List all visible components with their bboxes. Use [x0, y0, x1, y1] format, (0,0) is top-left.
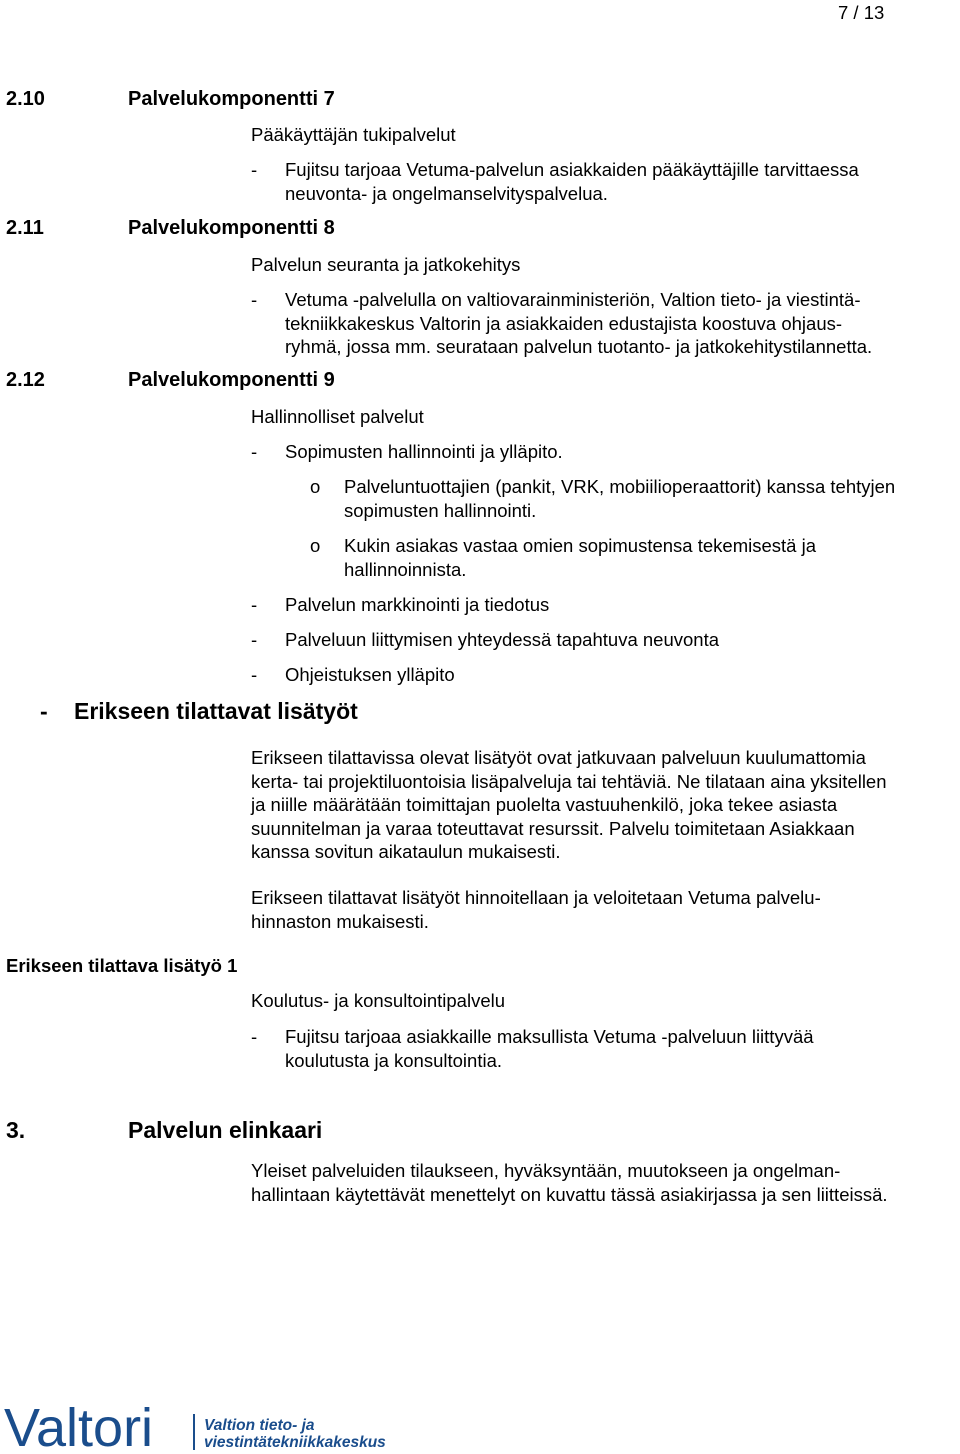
dash-bullet: -: [251, 629, 258, 650]
dash-bullet: -: [251, 594, 258, 615]
list-item: Sopimusten hallinnointi ja ylläpito.: [285, 441, 563, 462]
dash-bullet: -: [251, 441, 258, 462]
section-title: Palvelukomponentti 9: [128, 369, 335, 391]
section-title: Palvelukomponentti 7: [128, 88, 335, 110]
paragraph: Erikseen tilattavat lisätyöt hinnoitellaan ja veloitetaan Vetuma palvelu- hinnaston mukaisesti.: [251, 887, 821, 932]
list-item: Fujitsu tarjoaa Vetuma-palvelun asiakkaiden pääkäyttäjille tarvittaessa neuvonta- ja ongelmanselvityspalvelua.: [285, 159, 859, 204]
subsection-title: Palvelun seuranta ja jatkokehitys: [251, 254, 521, 275]
valtori-logo: [4, 1396, 204, 1452]
section-title: Palvelukomponentti 8: [128, 217, 335, 239]
subsection-title: Pääkäyttäjän tukipalvelut: [251, 124, 456, 145]
list-item: Ohjeistuksen ylläpito: [285, 664, 455, 685]
logo-divider: [193, 1414, 195, 1450]
section-number: 2.12: [6, 369, 45, 391]
logo-wordmark: Valtori: [4, 1398, 154, 1452]
paragraph: Erikseen tilattavissa olevat lisätyöt ovat jatkuvaan palveluun kuulumattomia kerta- tai projektiluontoisia lisäpalveluja tai tehtäviä. Ne tilataan aina yksitellen ja niille määrätään toimittajan puolelta vastuuhenkilö, joka tekee asiasta suunnitelman ja varaa toteuttavat resurssit. Palvelu toimitetaan Asiakkaan kanssa sovitun aikataulun mukaisesti.: [251, 747, 887, 862]
dash-bullet: -: [251, 289, 258, 310]
heading-dash: -: [40, 698, 48, 724]
section-title: Erikseen tilattava lisätyö 1: [6, 955, 238, 976]
heading-title: Erikseen tilattavat lisätyöt: [74, 698, 358, 724]
sub-list-item: Palveluntuottajien (pankit, VRK, mobiilioperaattorit) kanssa tehtyjen sopimusten hallinnointi.: [344, 476, 896, 521]
logo-tagline: Valtion tieto- ja viestintätekniikkakeskus: [204, 1417, 386, 1451]
section-title: Palvelun elinkaari: [128, 1117, 323, 1143]
dash-bullet: -: [251, 664, 258, 685]
section-number: 2.10: [6, 88, 45, 110]
sub-list-item: Kukin asiakas vastaa omien sopimustensa tekemisestä ja hallinnoinnista.: [344, 535, 816, 580]
page-number: 7 / 13: [838, 2, 885, 23]
circle-bullet: o: [310, 535, 321, 556]
section-number: 3.: [6, 1117, 26, 1143]
list-item: Palveluun liittymisen yhteydessä tapahtuva neuvonta: [285, 629, 719, 650]
subsection-title: Hallinnolliset palvelut: [251, 406, 424, 427]
dash-bullet: -: [251, 1026, 258, 1047]
circle-bullet: o: [310, 476, 321, 497]
list-item: Palvelun markkinointi ja tiedotus: [285, 594, 550, 615]
section-number: 2.11: [6, 217, 44, 239]
paragraph: Yleiset palveluiden tilaukseen, hyväksyntään, muutokseen ja ongelman- hallintaan käytettävät menettelyt on kuvattu tässä asiakirjassa ja sen liitteissä.: [251, 1160, 888, 1205]
subsection-title: Koulutus- ja konsultointipalvelu: [251, 990, 506, 1011]
dash-bullet: -: [251, 159, 258, 180]
list-item: Fujitsu tarjoaa asiakkaille maksullista Vetuma -palveluun liittyvää koulutusta ja konsultointia.: [285, 1026, 814, 1071]
list-item: Vetuma -palvelulla on valtiovarainministeriön, Valtion tieto- ja viestintä- tekniikkakeskus Valtorin ja asiakkaiden edustajista koostuva ohjaus- ryhmä, jossa mm. seurataan palvelun tuotanto- ja jatkokehitystilannetta.: [285, 289, 873, 357]
